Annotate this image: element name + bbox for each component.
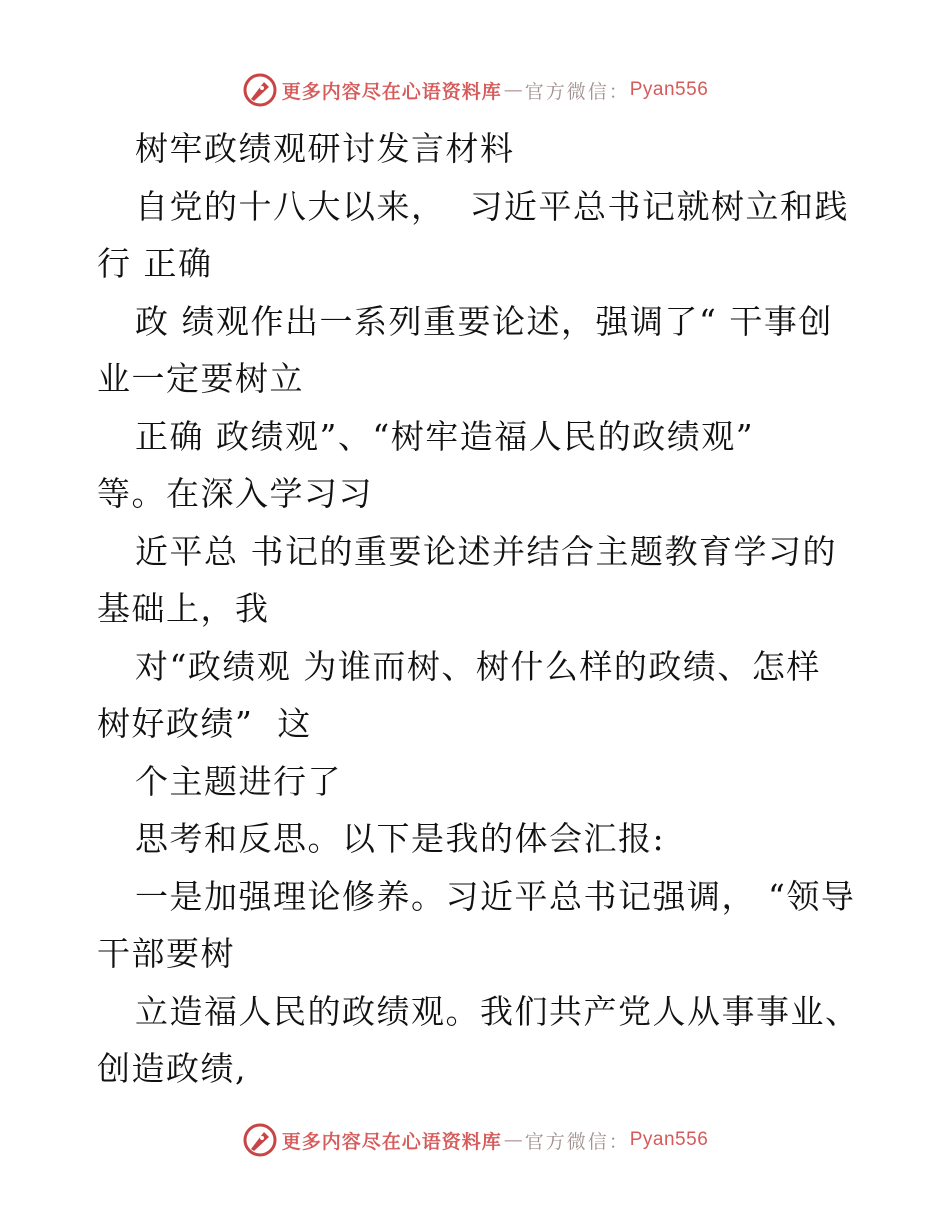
paragraph-line: 立造福人民的政绩观。我们共产党人从事事业、 <box>135 991 860 1031</box>
paragraph-line: 干部要树 <box>97 934 235 973</box>
watermark-header <box>0 70 950 110</box>
document-title: 树牢政绩观研讨发言材料 <box>135 129 515 168</box>
pen-nib-icon <box>242 1122 278 1158</box>
paragraph-line: 创造政绩, <box>97 1049 247 1088</box>
paragraph-line: 自党的十八大以来， 习近平总书记就树立和践 <box>135 186 849 226</box>
watermark-official-label: 官方微信： <box>524 1130 630 1153</box>
paragraph-line: 基础上，我 <box>97 589 270 628</box>
paragraph-line: 一是加强理论修养。习近平总书记强调， “领导 <box>135 876 856 916</box>
watermark-wechat-id: Pyan556 <box>629 79 709 100</box>
paragraph-line: 正确 政绩观”、“树牢造福人民的政绩观” <box>135 416 755 456</box>
paragraph-line: 政 绩观作出一系列重要论述，强调了“ 干事创 <box>135 301 833 341</box>
watermark-wechat-id: Pyan556 <box>629 1129 709 1150</box>
paragraph-line: 等。在深入学习习 <box>97 474 373 513</box>
document-body <box>97 120 860 1098</box>
watermark-official-label: 官方微信： <box>524 80 630 103</box>
paragraph-line: 思考和反思。以下是我的体会汇报: <box>135 819 666 858</box>
paragraph-line: 行 正确 <box>97 244 213 283</box>
paragraph-line: 业一定要树立 <box>97 359 304 398</box>
watermark-site-text: 更多内容尽在心语资料库 <box>281 80 502 103</box>
watermark-separator: — <box>503 79 523 101</box>
paragraph-line: 近平总 书记的重要论述并结合主题教育学习的 <box>135 531 837 571</box>
watermark-separator: — <box>503 1129 523 1151</box>
paragraph-line: 树好政绩” 这 <box>97 704 312 743</box>
watermark-footer <box>0 1120 950 1160</box>
watermark-site-text: 更多内容尽在心语资料库 <box>281 1130 502 1153</box>
paragraph-line: 个主题进行了 <box>135 761 342 801</box>
pen-nib-icon <box>242 72 278 108</box>
paragraph-line: 对“政绩观 为谁而树、树什么样的政绩、怎样 <box>135 646 821 686</box>
